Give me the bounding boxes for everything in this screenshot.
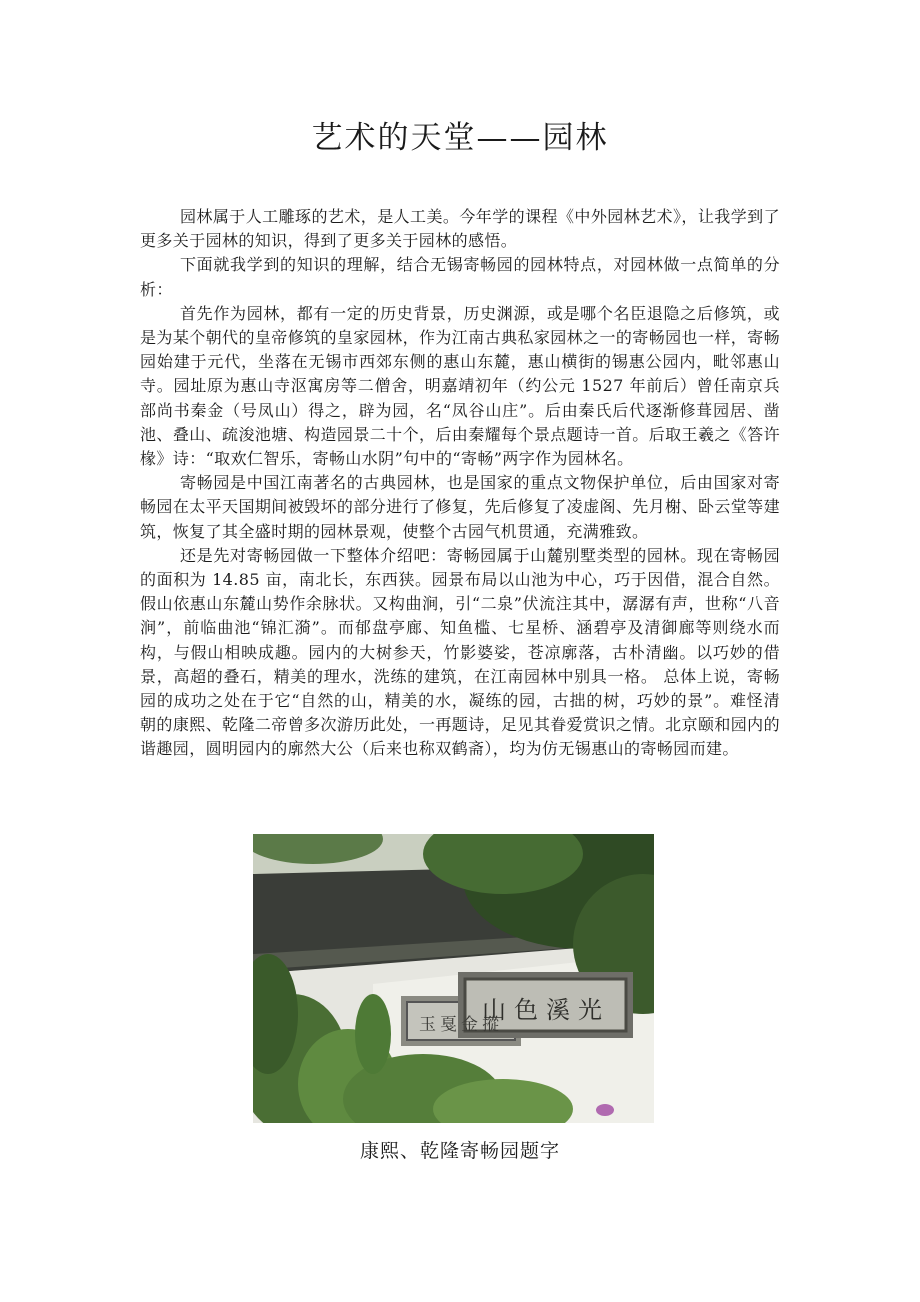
paragraph-analysis-intro: 下面就我学到的知识的理解，结合无锡寄畅园的园林特点，对园林做一点简单的分析： <box>140 255 780 299</box>
document-body <box>140 205 780 762</box>
garden-photo <box>253 834 654 1123</box>
paragraph-intro: 园林属于人工雕琢的艺术，是人工美。今年学的课程《中外园林艺术》，让我学到了更多关于园林的知识，得到了更多关于园林的感悟。 <box>140 207 780 251</box>
plaque-left-text: 玉戛金摐 <box>419 1015 503 1035</box>
garden-photo-illustration <box>253 834 654 1123</box>
paragraph-overview: 还是先对寄畅园做一下整体介绍吧：寄畅园属于山麓别墅类型的园林。现在寄畅园的面积为 14.85 亩，南北长，东西狭。园景布局以山池为中心，巧于因借，混合自然。假山依惠山东麓山势作余脉状。又构曲涧，引“二泉”伏流注其中，潺潺有声，世称“八音涧”，前临曲池“锦汇漪”。而郁盘亭廊、知鱼槛、七星桥、涵碧亭及清御廊等则绕水而构，与假山相映成趣。园内的大树参天，竹影婆娑，苍凉廓落，古朴清幽。以巧妙的借景，高超的叠石，精美的理水，洗练的建筑，在江南园林中别具一格。 总体上说，寄畅园的成功之处在于它“自然的山，精美的水，凝练的园，古拙的树，巧妙的景”。难怪清朝的康熙、乾隆二帝曾多次游历此处，一再题诗，足见其眷爱赏识之情。北京颐和园内的谐趣园，圆明园内的廓然大公（后来也称双鹤斋），均为仿无锡惠山的寄畅园而建。 <box>140 545 780 759</box>
paragraph-restoration: 寄畅园是中国江南著名的古典园林，也是国家的重点文物保护单位，后由国家对寄畅园在太平天国期间被毁坏的部分进行了修复，先后修复了凌虚阁、先月榭、卧云堂等建筑，恢复了其全盛时期的园林景观，使整个古园气机贯通，充满雅致。 <box>140 473 780 541</box>
document-title: 艺术的天堂——园林 <box>311 120 609 156</box>
paragraph-history: 首先作为园林，都有一定的历史背景，历史渊源，或是哪个名臣退隐之后修筑，或是为某个朝代的皇帝修筑的皇家园林，作为江南古典私家园林之一的寄畅园也一样，寄畅园始建于元代，坐落在无锡市西郊东侧的惠山东麓，惠山横街的锡惠公园内，毗邻惠山寺。园址原为惠山寺沤寓房等二僧舍，明嘉靖初年（约公元 1527 年前后）曾任南京兵部尚书秦金（号凤山）得之，辟为园，名“凤谷山庄”。后由秦氏后代逐渐修葺园居、凿池、叠山、疏浚池塘、构造园景二十个，后由秦耀每个景点题诗一首。后取王羲之《答许椽》诗：“取欢仁智乐，寄畅山水阴”句中的“寄畅”两字作为园林名。 <box>140 303 780 469</box>
figure-caption: 康熙、乾隆寄畅园题字 <box>359 1140 560 1162</box>
plaque-right-text: 山色溪光 <box>482 996 610 1024</box>
